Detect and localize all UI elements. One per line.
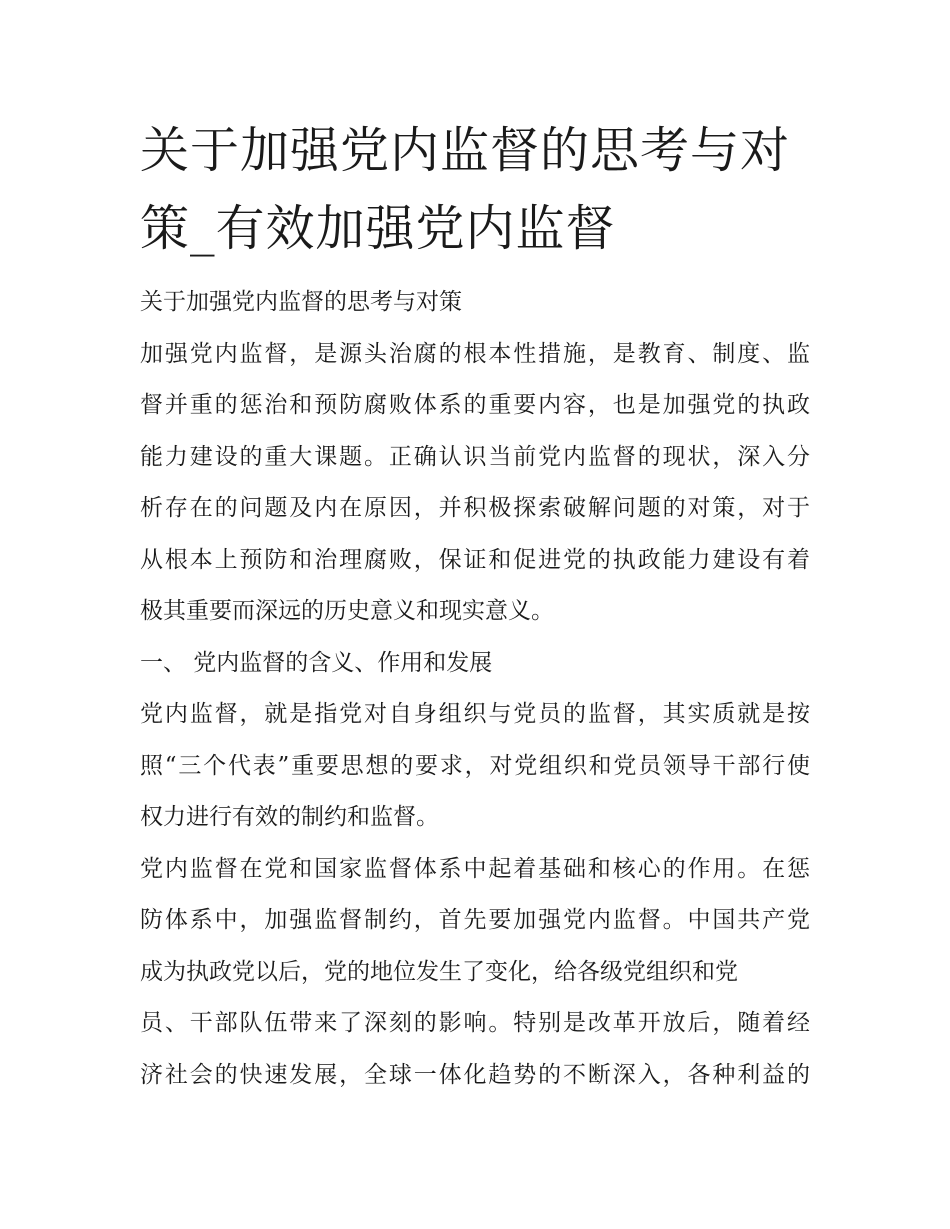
document-title bbox=[140, 112, 820, 268]
paragraph-1-line-6: 极其重要而深远的历史意义和现实意义。 bbox=[140, 598, 554, 624]
paragraph-3-line-2: 防体系中，加强监督制约，首先要加强党内监督。中国共产党 bbox=[140, 907, 810, 933]
document-body bbox=[140, 277, 820, 1101]
section-1-heading: 一、 党内监督的含义、作用和发展 bbox=[140, 649, 493, 676]
paragraph-3-line-5: 济社会的快速发展，全球一体化趋势的不断深入，各种利益的 bbox=[140, 1061, 810, 1088]
paragraph-3-line-3: 成为执政党以后，党的地位发生了变化，给各级党组织和党 bbox=[140, 958, 738, 985]
title-line-1: 关于加强党内监督的思考与对 bbox=[140, 122, 791, 179]
paragraph-2-line-3: 权力进行有效的制约和监督。 bbox=[140, 804, 439, 830]
paragraph-1-line-3: 能力建设的重大课题。正确认识当前党内监督的现状，深入分 bbox=[140, 443, 810, 470]
paragraph-1-line-5: 从根本上预防和治理腐败，保证和促进党的执政能力建设有着 bbox=[140, 546, 810, 573]
paragraph-2-line-2: 照“三个代表”重要思想的要求，对党组织和党员领导干部行使 bbox=[140, 752, 810, 779]
subtitle: 关于加强党内监督的思考与对策 bbox=[140, 289, 462, 315]
paragraph-1-line-1: 加强党内监督，是源头治腐的根本性措施，是教育、制度、监 bbox=[140, 340, 810, 367]
paragraph-2-line-1: 党内监督，就是指党对自身组织与党员的监督，其实质就是按 bbox=[140, 701, 810, 727]
paragraph-1-line-4: 析存在的问题及内在原因，并积极探索破解问题的对策，对于 bbox=[140, 495, 810, 521]
title-line-2: 策_有效加强党内监督 bbox=[140, 200, 616, 257]
paragraph-3-line-4: 员、干部队伍带来了深刻的影响。特别是改革开放后，随着经 bbox=[140, 1010, 810, 1036]
paragraph-3-line-1: 党内监督在党和国家监督体系中起着基础和核心的作用。在惩 bbox=[140, 855, 810, 882]
paragraph-1-line-2: 督并重的惩治和预防腐败体系的重要内容，也是加强党的执政 bbox=[140, 392, 810, 418]
